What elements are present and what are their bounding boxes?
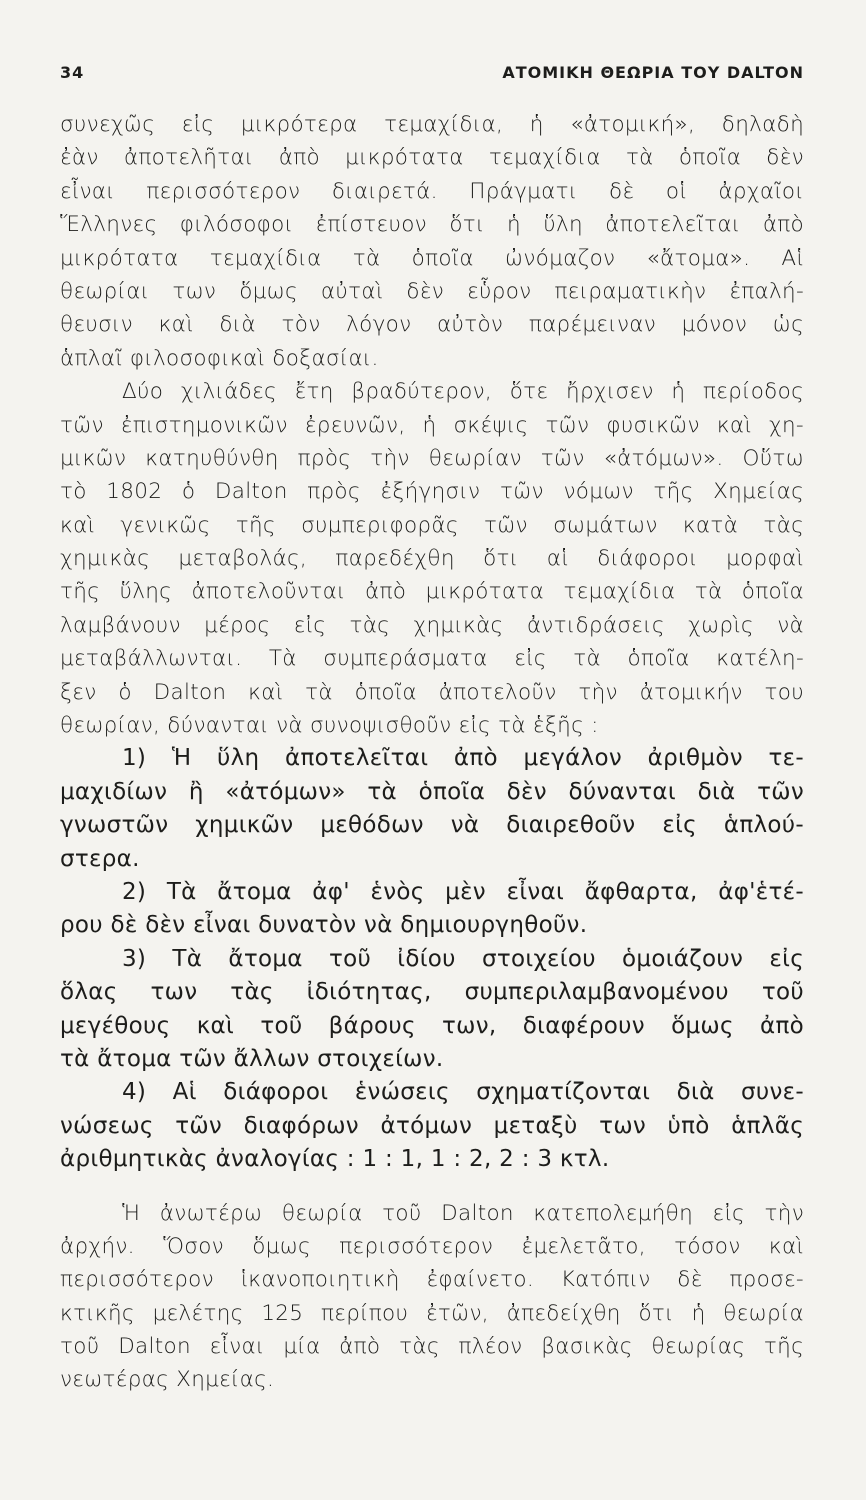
paragraph-2 [60,375,804,742]
point-2 [60,876,804,943]
text-line: τῆς ὕλης ἀποτελοῦνται ἀπὸ μικρότατα τεμαχίδια τὰ ὁποῖα [60,579,804,605]
text-line: ξεν ὁ Dalton καὶ τὰ ὁποῖα ἀποτελοῦν τὴν ἀτομικήν του [60,679,804,705]
text-line: Δύο χιλιάδες ἔτη βραδύτερον, ὅτε ἤρχισεν ἡ περίοδος [122,379,804,405]
text-line: ἐὰν ἀποτελῆται ἀπὸ μικρότατα τεμαχίδια τὰ ὁποῖα δὲν [60,145,804,171]
text-line: περισσότερον ἱκανοποιητικὴ ἐφαίνετο. Κατόπιν δὲ προσε- [60,1267,804,1293]
text-line: ἁπλαῖ φιλοσοφικαὶ δοξασίαι. [60,345,379,371]
text-line: θεωρίαι των ὅμως αὐταὶ δὲν εὗρον πειραματικὴν ἐπαλή- [60,278,804,304]
paragraph-1 [60,108,804,375]
text-line: ὅλας των τὰς ἰδιότητας, συμπεριλαμβανομένου τοῦ [60,979,804,1006]
text-line: 2) Τὰ ἄτομα ἀφ' ἑνὸς μὲν εἶναι ἄφθαρτα, ἀφ'ἑτέ- [122,878,804,905]
text-line: 4) Αἱ διάφοροι ἑνώσεις σχηματίζονται διὰ συνε- [122,1079,804,1106]
text-line: συνεχῶς εἰς μικρότερα τεμαχίδια, ἡ «ἀτομική», δηλαδὴ [60,112,804,137]
text-line: εἶναι περισσότερον διαιρετά. Πράγματι δὲ οἱ ἀρχαῖοι [60,178,804,204]
text-line: μεγέθους καὶ τοῦ βάρους των, διαφέρουν ὅμως ἀπὸ [60,1012,804,1039]
point-3 [60,943,804,1077]
text-line: στερα. [60,845,140,872]
text-line: μεταβάλλωνται. Τὰ συμπεράσματα εἰς τὰ ὁποῖα κατέλη- [60,646,804,672]
text-line: 1) Ἡ ὕλη ἀποτελεῖται ἀπὸ μεγάλον ἀριθμὸν τε- [122,745,804,772]
text-line: θευσιν καὶ διὰ τὸν λόγον αὐτὸν παρέμειναν μόνον ὡς [60,312,804,338]
text-line: τῶν ἐπιστημονικῶν ἐρευνῶν, ἡ σκέψις τῶν φυσικῶν καὶ χη- [60,412,804,438]
text-line: νεωτέρας Χημείας. [60,1367,275,1393]
text-line: τὸ 1802 ὁ Dalton πρὸς ἐξήγησιν τῶν νόμων τῆς Χημείας [60,479,804,505]
text-line: λαμβάνουν μέρος εἰς τὰς χημικὰς ἀντιδράσεις χωρὶς νὰ [60,612,804,638]
text-line: Ἕλληνες φιλόσοφοι ἐπίστευον ὅτι ἡ ὕλη ἀποτελεῖται ἀπὸ [60,212,804,238]
text-line: Ἡ ἀνωτέρω θεωρία τοῦ Dalton κατεπολεμήθη εἰς τὴν [122,1200,804,1226]
text-line: μαχιδίων ἢ «ἀτόμων» τὰ ὁποῖα δὲν δύνανται διὰ τῶν [60,778,804,805]
text-line: νώσεως τῶν διαφόρων ἀτόμων μεταξὺ των ὑπὸ ἁπλᾶς [60,1112,804,1139]
page-header [60,60,804,84]
text-line: ἀριθμητικὰς ἀναλογίας : 1 : 1, 1 : 2, 2 : 3 κτλ. [60,1146,610,1173]
text-line: μικρότατα τεμαχίδια τὰ ὁποῖα ὠνόμαζον «ἄτομα». Αἱ [60,245,804,271]
text-line: καὶ γενικῶς τῆς συμπεριφορᾶς τῶν σωμάτων κατὰ τὰς [60,512,804,538]
text-line: ἀρχήν. Ὅσον ὅμως περισσότερον ἐμελετᾶτο, τόσον καὶ [60,1233,804,1259]
running-title: ΑΤΟΜΙΚΗ ΘΕΩΡΙΑ ΤΟΥ DALTON [502,62,804,82]
text-line: γνωστῶν χημικῶν μεθόδων νὰ διαιρεθοῦν εἰς ἁπλού- [60,812,804,839]
text-line: ρου δὲ δὲν εἶναι δυνατὸν νὰ δημιουργηθοῦν. [60,912,588,939]
point-1 [60,742,804,876]
text-line: μικῶν κατηυθύνθη πρὸς τὴν θεωρίαν τῶν «ἀτόμων». Οὕτω [60,445,804,471]
page-number: 34 [60,62,85,82]
text-line: τὰ ἄτομα τῶν ἄλλων στοιχείων. [60,1045,444,1072]
text-line: τοῦ Dalton εἶναι μία ἀπὸ τὰς πλέον βασικὰς θεωρίας τῆς [60,1334,804,1360]
text-line: 3) Τὰ ἄτομα τοῦ ἰδίου στοιχείου ὁμοιάζουν εἰς [122,945,804,972]
paragraph-3 [60,1197,804,1397]
point-4 [60,1076,804,1176]
text-line: χημικὰς μεταβολάς, παρεδέχθη ὅτι αἱ διάφοροι μορφαὶ [60,546,804,572]
text-line: θεωρίαν, δύνανται νὰ συνοψισθοῦν εἰς τὰ ἑξῆς : [60,713,599,739]
text-line: κτικῆς μελέτης 125 περίπου ἐτῶν, ἀπεδείχθη ὅτι ἡ θεωρία [60,1300,804,1326]
page-body [60,108,804,1397]
